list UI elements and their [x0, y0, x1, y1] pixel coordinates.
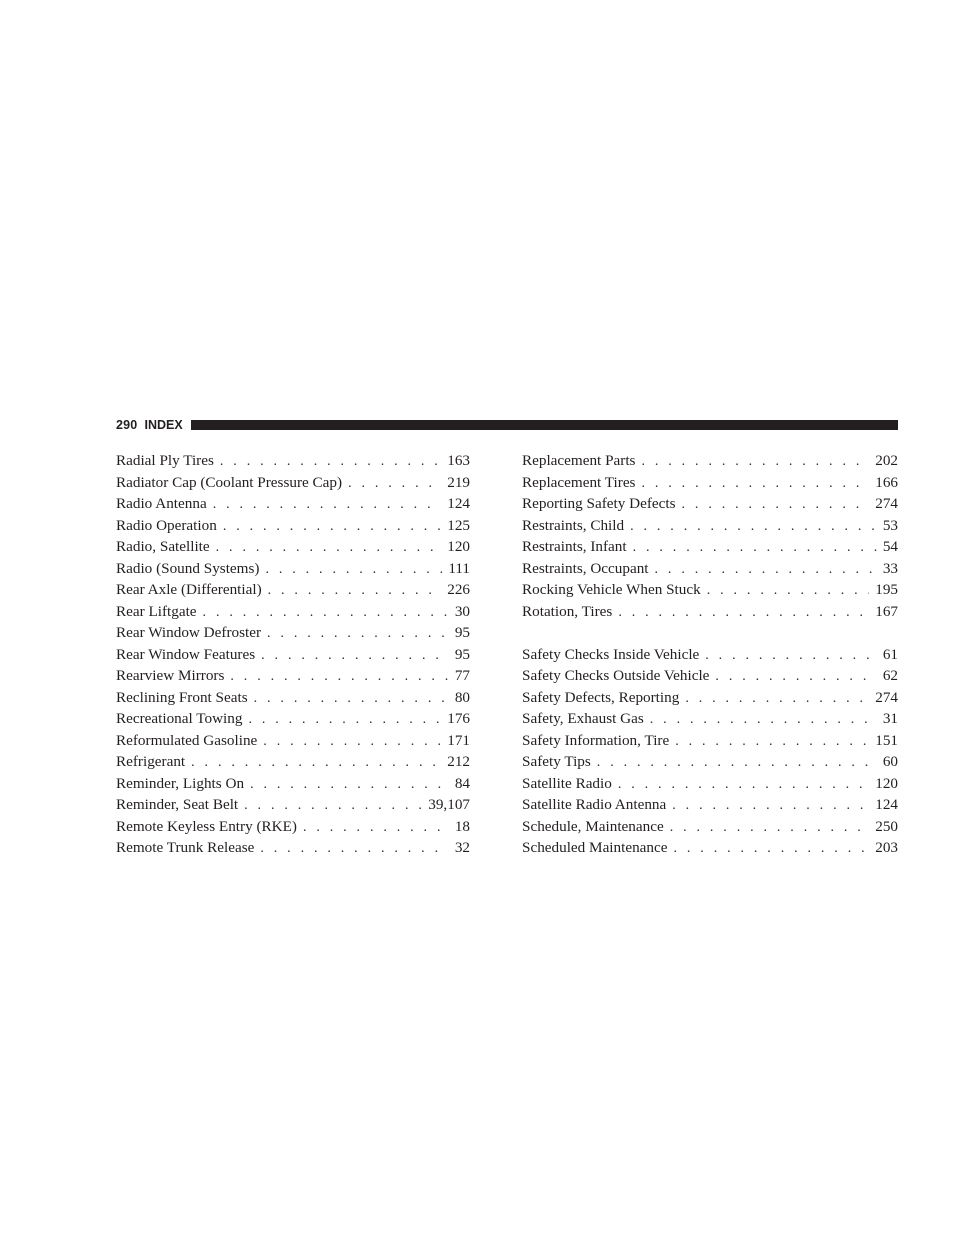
leader-dots [223, 515, 441, 538]
index-column-right [522, 450, 898, 859]
index-entry [522, 665, 898, 687]
index-term: Safety Tips [522, 753, 591, 770]
index-entry [116, 816, 470, 838]
leader-dots [650, 708, 877, 731]
page-ref: 80 [454, 688, 470, 706]
leader-dots [263, 730, 441, 753]
page-ref: 30 [454, 602, 470, 620]
index-entry [522, 751, 898, 773]
page-ref: 274 [875, 495, 898, 512]
page-ref: 120 [875, 774, 898, 792]
index-term: Reminder, Lights On [116, 774, 245, 792]
index-term: Scheduled Maintenance [522, 839, 668, 856]
page-ref: 53 [882, 516, 898, 534]
page-ref: 166 [875, 473, 898, 491]
index-entry [116, 794, 470, 816]
index-term: Rear Axle (Differential) [116, 581, 262, 598]
leader-dots [707, 579, 870, 602]
index-term: Reminder, Seat Belt [116, 796, 239, 813]
index-entry [522, 601, 898, 623]
leader-dots [641, 450, 869, 473]
index-entry [522, 472, 898, 494]
leader-dots [675, 730, 869, 753]
leader-dots [674, 837, 870, 860]
page-ref: 176 [447, 710, 470, 727]
index-entry [116, 730, 470, 752]
page-header [116, 418, 898, 432]
index-term: Restraints, Child [522, 516, 625, 534]
page-ref: 124 [875, 796, 898, 813]
section-title: INDEX [144, 418, 183, 432]
page-ref: 125 [447, 516, 470, 534]
index-term: Radial Ply Tires [116, 452, 214, 469]
page-ref: 54 [882, 538, 898, 555]
page-ref: 61 [882, 645, 898, 663]
index-entry [116, 837, 470, 859]
index-term: Rear Liftgate [116, 602, 197, 620]
index-entry [116, 601, 470, 623]
index-term: Safety Checks Outside Vehicle [522, 667, 710, 684]
leader-dots [682, 493, 870, 516]
index-term: Rocking Vehicle When Stuck [522, 581, 701, 598]
leader-dots [705, 644, 877, 667]
page-ref: 195 [875, 581, 898, 598]
index-term: Rear Window Defroster [116, 624, 262, 641]
index-entry [116, 450, 470, 472]
page-ref: 62 [882, 667, 898, 684]
leader-dots [630, 515, 877, 538]
page-ref: 32 [454, 839, 470, 856]
page-ref: 171 [447, 731, 470, 749]
index-term: Recreational Towing [116, 710, 243, 727]
leader-dots [261, 644, 449, 667]
index-entry [522, 493, 898, 515]
leader-dots [618, 601, 869, 624]
leader-dots [244, 794, 422, 817]
index-entry [522, 450, 898, 472]
index-term: Safety Checks Inside Vehicle [522, 645, 700, 663]
page-ref: 33 [882, 559, 898, 577]
page-ref: 77 [454, 667, 470, 684]
index-entry [522, 644, 898, 666]
index-entry [522, 837, 898, 859]
index-term: Radiator Cap (Coolant Pressure Cap) [116, 473, 343, 491]
leader-dots [267, 622, 449, 645]
index-entry [522, 558, 898, 580]
leader-dots [213, 493, 442, 516]
page-number: 290 [116, 418, 138, 432]
leader-dots [250, 773, 449, 796]
leader-dots [260, 837, 448, 860]
page-ref: 60 [882, 753, 898, 770]
index-term: Rotation, Tires [522, 602, 613, 620]
index-term: Reporting Safety Defects [522, 495, 676, 512]
page-ref: 203 [875, 839, 898, 856]
leader-dots [303, 816, 449, 839]
page-ref: 18 [454, 817, 470, 835]
index-entry [116, 773, 470, 795]
index-entry [522, 708, 898, 730]
page-ref: 212 [447, 753, 470, 770]
page-ref: 95 [454, 645, 470, 663]
index-entry [522, 536, 898, 558]
index-term: Satellite Radio [522, 774, 612, 792]
index-entry [116, 515, 470, 537]
index-term: Restraints, Infant [522, 538, 627, 555]
index-term: Safety, Exhaust Gas [522, 710, 644, 727]
index-term: Radio, Satellite [116, 538, 210, 555]
leader-dots [715, 665, 876, 688]
index-entry [522, 730, 898, 752]
leader-dots [597, 751, 877, 774]
index-term: Reclining Front Seats [116, 688, 248, 706]
index-term: Satellite Radio Antenna [522, 796, 667, 813]
index-entry [116, 536, 470, 558]
index-entry [522, 579, 898, 601]
index-entry [116, 687, 470, 709]
page-ref: 226 [447, 581, 470, 598]
page-ref: 31 [882, 710, 898, 727]
page-ref: 95 [454, 624, 470, 641]
page-ref: 202 [875, 452, 898, 469]
page-ref: 84 [454, 774, 470, 792]
leader-dots [265, 558, 442, 581]
leader-dots [655, 558, 877, 581]
page-ref: 124 [447, 495, 470, 512]
page-ref: 250 [875, 817, 898, 835]
index-entry [522, 687, 898, 709]
page-ref: 219 [447, 473, 470, 491]
index-term: Remote Keyless Entry (RKE) [116, 817, 297, 835]
page-ref: 120 [447, 538, 470, 555]
index-entry [522, 773, 898, 795]
page-ref: 274 [875, 688, 898, 706]
index-entry [522, 794, 898, 816]
index-term: Schedule, Maintenance [522, 817, 664, 835]
page-ref: 167 [875, 602, 898, 620]
index-entry [522, 816, 898, 838]
index-entry [116, 751, 470, 773]
leader-dots [268, 579, 442, 602]
leader-dots [248, 708, 441, 731]
page-ref: 111 [448, 559, 470, 577]
leader-dots [672, 794, 869, 817]
page-ref: 163 [447, 452, 470, 469]
index-term: Safety Defects, Reporting [522, 688, 680, 706]
leader-dots [633, 536, 877, 559]
index-entry [116, 708, 470, 730]
index-term: Radio Antenna [116, 495, 207, 512]
leader-dots [670, 816, 870, 839]
group-spacer [522, 622, 898, 644]
leader-dots [254, 687, 449, 710]
index-term: Remote Trunk Release [116, 839, 255, 856]
index-term: Replacement Parts [522, 452, 636, 469]
index-entry [116, 644, 470, 666]
index-term: Rear Window Features [116, 645, 256, 663]
leader-dots [230, 665, 448, 688]
index-entry [522, 515, 898, 537]
index-term: Replacement Tires [522, 473, 636, 491]
page-ref: 39,107 [428, 796, 470, 813]
index-entry [116, 579, 470, 601]
index-entry [116, 665, 470, 687]
index-term: Radio (Sound Systems) [116, 559, 260, 577]
index-entry [116, 558, 470, 580]
index-term: Radio Operation [116, 516, 217, 534]
index-term: Safety Information, Tire [522, 731, 670, 749]
index-term: Rearview Mirrors [116, 667, 225, 684]
index-term: Refrigerant [116, 753, 186, 770]
leader-dots [685, 687, 869, 710]
index-term: Reformulated Gasoline [116, 731, 258, 749]
leader-dots [191, 751, 441, 774]
leader-dots [348, 472, 441, 495]
leader-dots [220, 450, 441, 473]
leader-dots [618, 773, 869, 796]
index-entry [116, 472, 470, 494]
page-ref: 151 [875, 731, 898, 749]
header-rule [191, 420, 898, 430]
index-term: Restraints, Occupant [522, 559, 649, 577]
leader-dots [641, 472, 869, 495]
index-column-left [116, 450, 470, 859]
index-entry [116, 493, 470, 515]
leader-dots [203, 601, 449, 624]
leader-dots [216, 536, 442, 559]
index-entry [116, 622, 470, 644]
